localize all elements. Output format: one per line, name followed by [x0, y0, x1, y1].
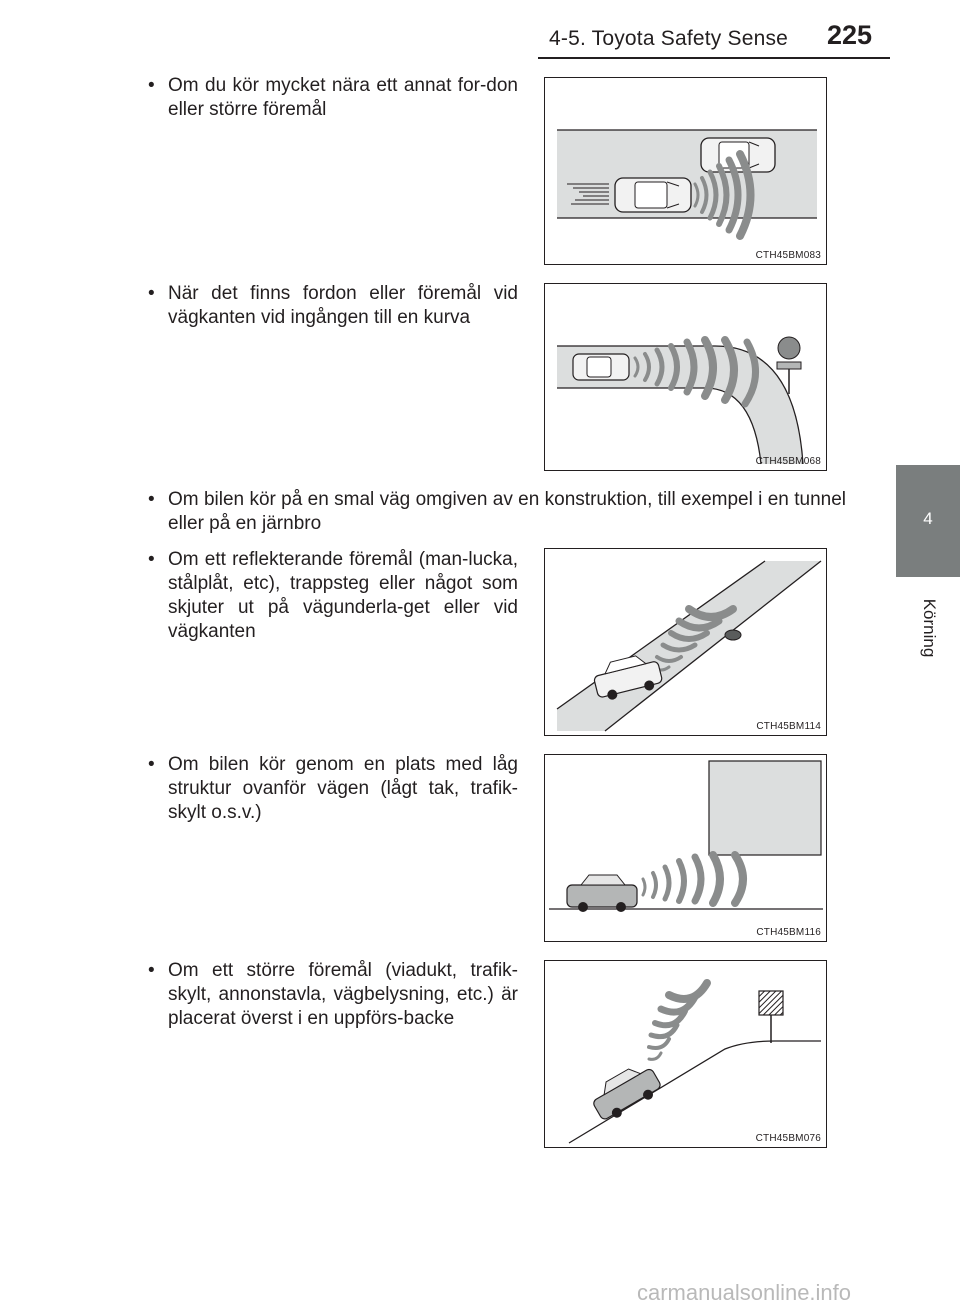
car-following-close-illustration	[545, 78, 828, 266]
chapter-label	[914, 588, 944, 668]
section-title: 4-5. Toyota Safety Sense	[549, 27, 789, 50]
uphill-large-object-illustration	[545, 961, 828, 1149]
figure-code: CTH45BM076	[755, 1133, 821, 1144]
figure-code: CTH45BM068	[755, 456, 821, 467]
chapter-number: 4	[923, 509, 933, 528]
reflective-road-object-illustration	[545, 549, 828, 737]
chapter-tab	[896, 465, 960, 577]
header-divider	[538, 57, 890, 59]
chapter-label-text: Körning	[920, 598, 939, 658]
figure-close-vehicle	[544, 77, 827, 265]
bullet-item: • När det finns fordon eller föremål vid vägkanten vid ingången till en kurva	[144, 282, 518, 330]
bullet-item: • Om du kör mycket nära ett annat for-don eller större föremål	[144, 74, 518, 122]
page-number: 225	[827, 20, 873, 50]
bullet-item: • Om ett reflekterande föremål (man-lucka, stålplåt, etc), trappsteg eller något som skjuter ut på vägunderla-get eller vid vägkanten	[144, 548, 518, 644]
bullet-item: • Om bilen kör genom en plats med låg struktur ovanför vägen (lågt tak, trafik-skylt o.s.v.)	[144, 753, 518, 825]
figure-code: CTH45BM114	[756, 721, 821, 732]
watermark: carmanualsonline.info	[637, 1280, 852, 1305]
figure-code: CTH45BM083	[755, 250, 821, 261]
curve-roadside-sign-illustration	[545, 284, 828, 472]
figure-uphill-object	[544, 960, 827, 1148]
bullet-item: • Om bilen kör på en smal väg omgiven av en konstruktion, till exempel i en tunnel eller på en järnbro	[144, 488, 846, 536]
figure-curve-roadside	[544, 283, 827, 471]
figure-low-structure	[544, 754, 827, 942]
low-overhead-structure-illustration	[545, 755, 828, 943]
figure-code: CTH45BM116	[756, 927, 821, 938]
bullet-item: • Om ett större föremål (viadukt, trafik-skylt, annonstavla, vägbelysning, etc.) är placerat överst i en uppförs-backe	[144, 959, 518, 1031]
figure-reflective-object	[544, 548, 827, 736]
